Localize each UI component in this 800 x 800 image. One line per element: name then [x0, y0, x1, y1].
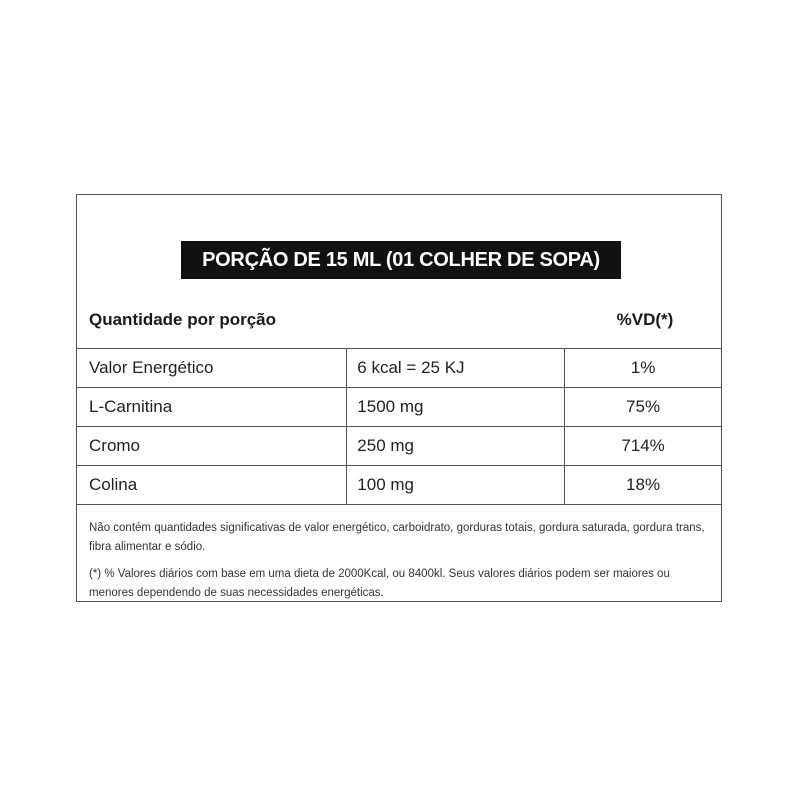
table-row [77, 427, 721, 466]
nutrient-amount: 6 kcal = 25 KJ [347, 349, 565, 388]
daily-value-heading: %VD(*) [616, 310, 674, 329]
not-significant-note: Não contém quantidades significativas de valor energético, carboidrato, gorduras totais, gordura saturada, gordura trans, fibra alimentar e sódio. [89, 522, 705, 553]
table-row [77, 388, 721, 427]
table-header [77, 305, 721, 335]
nutrient-name: Cromo [77, 427, 347, 466]
table-row [77, 466, 721, 505]
nutrient-amount: 250 mg [347, 427, 565, 466]
nutrient-daily-value: 1% [565, 349, 721, 388]
footnotes [89, 519, 709, 611]
nutrition-facts-label [76, 194, 722, 602]
daily-values-note: (*) % Valores diários com base em uma dieta de 2000Kcal, ou 8400kl. Seus valores diários podem ser maiores ou menores dependendo de suas necessidades energéticas. [89, 568, 670, 599]
nutrient-name: L-Carnitina [77, 388, 347, 427]
quantity-per-serving-heading: Quantidade por porção [89, 310, 277, 329]
nutrient-amount: 1500 mg [347, 388, 565, 427]
nutrient-name: Valor Energético [77, 349, 347, 388]
serving-size-banner: PORÇÃO DE 15 ML (01 COLHER DE SOPA) [181, 241, 621, 279]
nutrition-table [77, 348, 721, 505]
nutrient-daily-value: 18% [565, 466, 721, 505]
table-row [77, 349, 721, 388]
nutrient-daily-value: 714% [565, 427, 721, 466]
nutrient-name: Colina [77, 466, 347, 505]
nutrient-amount: 100 mg [347, 466, 565, 505]
nutrient-daily-value: 75% [565, 388, 721, 427]
